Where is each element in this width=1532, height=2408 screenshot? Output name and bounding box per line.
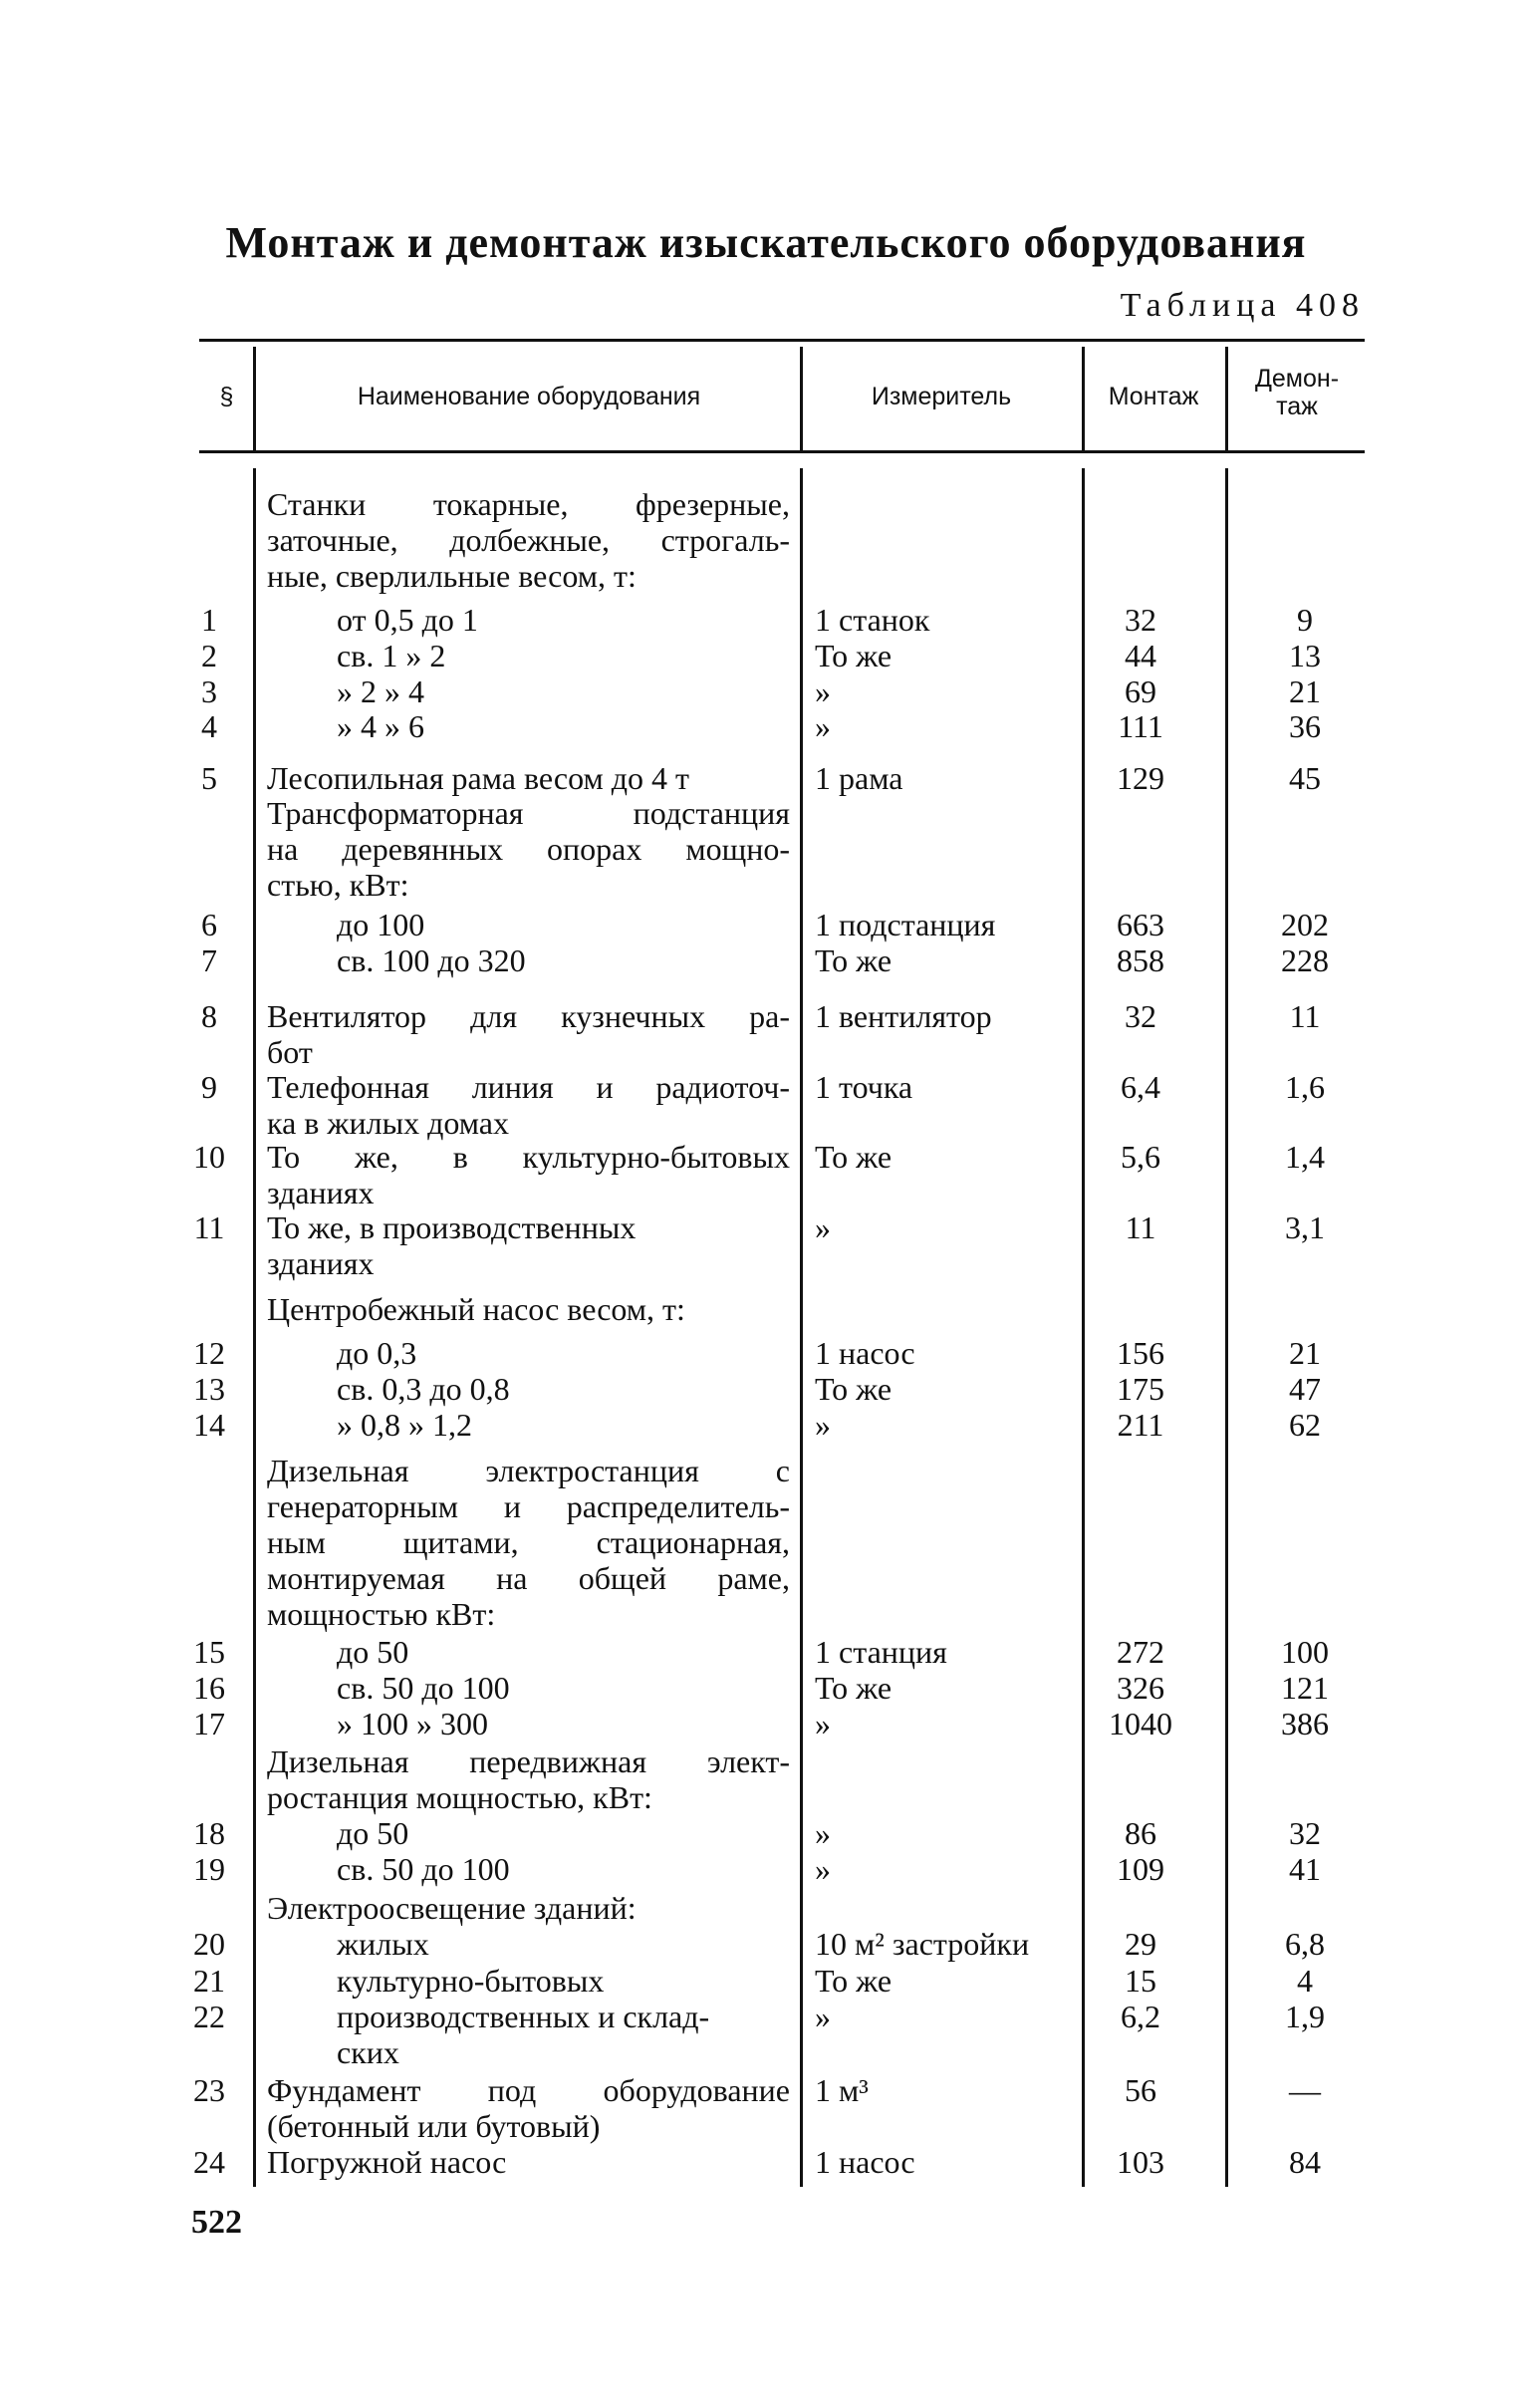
row-mount-value: 175 bbox=[1117, 1371, 1164, 1407]
row-number: 5 bbox=[201, 760, 217, 796]
row-number: 17 bbox=[193, 1706, 225, 1741]
row-number: 1 bbox=[201, 602, 217, 638]
table-label: Таблица 408 bbox=[1120, 287, 1365, 324]
row-mount-value: 56 bbox=[1125, 2072, 1156, 2108]
row-mount-value: 69 bbox=[1125, 673, 1156, 709]
row-mount-value: 15 bbox=[1125, 1963, 1156, 1999]
row-mount-value: 86 bbox=[1125, 1815, 1156, 1851]
row-dismount-value: — bbox=[1289, 2072, 1321, 2108]
row-unit: » bbox=[815, 1999, 831, 2034]
group-heading-line: Электроосвещение зданий: bbox=[267, 1890, 637, 1926]
row-name-line: То же, в культурно-бытовых bbox=[267, 1139, 790, 1175]
row-name-line: (бетонный или бутовый) bbox=[267, 2108, 601, 2144]
row-unit: » bbox=[815, 708, 831, 744]
row-dismount-value: 228 bbox=[1281, 942, 1329, 978]
row-number: 24 bbox=[193, 2144, 225, 2180]
row-number: 16 bbox=[193, 1670, 225, 1706]
row-name-line: Вентилятор для кузнечных ра- bbox=[267, 998, 790, 1034]
row-dismount-value: 36 bbox=[1289, 708, 1321, 744]
row-unit: » bbox=[815, 1815, 831, 1851]
row-unit: То же bbox=[815, 1670, 893, 1706]
column-divider bbox=[253, 468, 256, 2187]
row-unit: 1 вентилятор bbox=[815, 998, 992, 1034]
row-dismount-value: 11 bbox=[1289, 998, 1321, 1034]
row-name-line: до 100 bbox=[337, 907, 425, 942]
group-heading-line: ные, сверлильные весом, т: bbox=[267, 558, 637, 594]
row-name-line: Фундамент под оборудование bbox=[267, 2072, 790, 2108]
row-unit: 1 рама bbox=[815, 760, 903, 796]
row-mount-value: 32 bbox=[1125, 998, 1156, 1034]
page-title: Монтаж и демонтаж изыскательского оборудования bbox=[225, 218, 1307, 267]
row-unit: 1 станция bbox=[815, 1634, 947, 1670]
row-name-line: жилых bbox=[337, 1926, 429, 1962]
row-dismount-value: 386 bbox=[1281, 1706, 1329, 1741]
row-number: 14 bbox=[193, 1407, 225, 1443]
header-dismount-line2: таж bbox=[1276, 393, 1318, 420]
row-dismount-value: 45 bbox=[1289, 760, 1321, 796]
row-name-line: до 0,3 bbox=[337, 1335, 417, 1371]
row-unit: 1 станок bbox=[815, 602, 930, 638]
row-unit: 1 точка bbox=[815, 1069, 913, 1105]
group-heading-line: ростанция мощностью, кВт: bbox=[267, 1779, 652, 1815]
page-number: 522 bbox=[191, 2204, 242, 2241]
row-number: 18 bbox=[193, 1815, 225, 1851]
row-unit: » bbox=[815, 1407, 831, 1443]
row-mount-value: 663 bbox=[1117, 907, 1164, 942]
row-number: 23 bbox=[193, 2072, 225, 2108]
row-unit: » bbox=[815, 1851, 831, 1887]
header-section: § bbox=[219, 383, 234, 410]
row-mount-value: 109 bbox=[1117, 1851, 1164, 1887]
row-number: 21 bbox=[193, 1963, 225, 1999]
row-number: 4 bbox=[201, 708, 217, 744]
row-mount-value: 103 bbox=[1117, 2144, 1164, 2180]
row-number: 3 bbox=[201, 673, 217, 709]
row-name-line: производственных и склад- bbox=[337, 1999, 710, 2034]
row-name-line: св. 100 до 320 bbox=[337, 942, 526, 978]
group-heading-line: на деревянных опорах мощно- bbox=[267, 831, 790, 867]
row-mount-value: 326 bbox=[1117, 1670, 1164, 1706]
row-name-line: Лесопильная рама весом до 4 т bbox=[267, 760, 690, 796]
row-name-line: от 0,5 до 1 bbox=[337, 602, 478, 638]
row-mount-value: 858 bbox=[1117, 942, 1164, 978]
row-mount-value: 6,4 bbox=[1121, 1069, 1160, 1105]
row-mount-value: 111 bbox=[1118, 708, 1163, 744]
group-heading-line: Дизельная электростанция с bbox=[267, 1453, 790, 1488]
header-dismount bbox=[1227, 365, 1367, 420]
row-dismount-value: 4 bbox=[1297, 1963, 1313, 1999]
row-mount-value: 5,6 bbox=[1121, 1139, 1160, 1175]
row-name-line: зданиях bbox=[267, 1245, 375, 1281]
table-top-rule bbox=[199, 339, 1365, 342]
row-mount-value: 1040 bbox=[1109, 1706, 1172, 1741]
row-dismount-value: 32 bbox=[1289, 1815, 1321, 1851]
row-number: 7 bbox=[201, 942, 217, 978]
row-dismount-value: 47 bbox=[1289, 1371, 1321, 1407]
header-divider bbox=[253, 347, 256, 450]
header-divider bbox=[800, 347, 803, 450]
header-dismount-line1: Демон- bbox=[1254, 365, 1340, 393]
row-number: 10 bbox=[193, 1139, 225, 1175]
row-number: 9 bbox=[201, 1069, 217, 1105]
row-name-line: бот bbox=[267, 1034, 313, 1070]
row-number: 8 bbox=[201, 998, 217, 1034]
row-dismount-value: 1,4 bbox=[1285, 1139, 1325, 1175]
row-name-line: св. 1 » 2 bbox=[337, 638, 446, 673]
row-number: 20 bbox=[193, 1926, 225, 1962]
column-divider bbox=[1225, 468, 1228, 2187]
header-unit: Измеритель bbox=[871, 383, 1012, 410]
row-unit: » bbox=[815, 1209, 831, 1245]
row-name-line: Погружной насос bbox=[267, 2144, 507, 2180]
row-unit: 1 насос bbox=[815, 2144, 915, 2180]
group-heading-line: Дизельная передвижная элект- bbox=[267, 1743, 790, 1779]
row-number: 15 bbox=[193, 1634, 225, 1670]
row-dismount-value: 21 bbox=[1289, 1335, 1321, 1371]
group-heading-line: мощностью кВт: bbox=[267, 1596, 496, 1632]
row-mount-value: 156 bbox=[1117, 1335, 1164, 1371]
row-number: 19 bbox=[193, 1851, 225, 1887]
header-mount: Монтаж bbox=[1108, 383, 1199, 410]
row-name-line: св. 50 до 100 bbox=[337, 1670, 510, 1706]
row-unit: То же bbox=[815, 638, 893, 673]
group-heading-line: Станки токарные, фрезерные, bbox=[267, 486, 790, 522]
row-dismount-value: 41 bbox=[1289, 1851, 1321, 1887]
row-unit: То же bbox=[815, 1139, 893, 1175]
row-dismount-value: 6,8 bbox=[1285, 1926, 1325, 1962]
row-mount-value: 11 bbox=[1125, 1209, 1156, 1245]
row-name-line: ских bbox=[337, 2034, 399, 2070]
row-mount-value: 129 bbox=[1117, 760, 1164, 796]
row-dismount-value: 3,1 bbox=[1285, 1209, 1325, 1245]
group-heading-line: Центробежный насос весом, т: bbox=[267, 1291, 685, 1327]
row-name-line: » 4 » 6 bbox=[337, 708, 424, 744]
row-unit: 1 м³ bbox=[815, 2072, 869, 2108]
row-name-line: То же, в производственных bbox=[267, 1209, 637, 1245]
row-mount-value: 272 bbox=[1117, 1634, 1164, 1670]
row-number: 11 bbox=[193, 1209, 225, 1245]
row-name-line: до 50 bbox=[337, 1815, 409, 1851]
row-unit: » bbox=[815, 673, 831, 709]
row-name-line: » 0,8 » 1,2 bbox=[337, 1407, 472, 1443]
row-mount-value: 211 bbox=[1117, 1407, 1164, 1443]
header-divider bbox=[1082, 347, 1085, 450]
row-name-line: зданиях bbox=[267, 1175, 375, 1210]
row-number: 22 bbox=[193, 1999, 225, 2034]
row-dismount-value: 84 bbox=[1289, 2144, 1321, 2180]
row-number: 6 bbox=[201, 907, 217, 942]
group-heading-line: монтируемая на общей раме, bbox=[267, 1560, 790, 1596]
row-number: 13 bbox=[193, 1371, 225, 1407]
row-dismount-value: 13 bbox=[1289, 638, 1321, 673]
row-mount-value: 44 bbox=[1125, 638, 1156, 673]
row-name-line: » 100 » 300 bbox=[337, 1706, 488, 1741]
row-number: 2 bbox=[201, 638, 217, 673]
header-name: Наименование оборудования bbox=[357, 383, 701, 410]
row-mount-value: 6,2 bbox=[1121, 1999, 1160, 2034]
row-dismount-value: 121 bbox=[1281, 1670, 1329, 1706]
row-name-line: культурно-бытовых bbox=[337, 1963, 605, 1999]
row-unit: 1 насос bbox=[815, 1335, 915, 1371]
row-unit: То же bbox=[815, 1371, 893, 1407]
row-dismount-value: 1,6 bbox=[1285, 1069, 1325, 1105]
column-divider bbox=[1082, 468, 1085, 2187]
row-unit: То же bbox=[815, 942, 893, 978]
header-divider bbox=[1225, 347, 1228, 450]
row-mount-value: 29 bbox=[1125, 1926, 1156, 1962]
row-name-line: ка в жилых домах bbox=[267, 1105, 509, 1141]
row-unit: 10 м² застройки bbox=[815, 1926, 1030, 1962]
row-unit: То же bbox=[815, 1963, 893, 1999]
row-unit: » bbox=[815, 1706, 831, 1741]
row-name-line: до 50 bbox=[337, 1634, 409, 1670]
row-dismount-value: 21 bbox=[1289, 673, 1321, 709]
row-dismount-value: 202 bbox=[1281, 907, 1329, 942]
group-heading-line: Трансформаторная подстанция bbox=[267, 795, 790, 831]
row-name-line: св. 0,3 до 0,8 bbox=[337, 1371, 510, 1407]
group-heading-line: ным щитами, стационарная, bbox=[267, 1524, 790, 1560]
row-number: 12 bbox=[193, 1335, 225, 1371]
row-name-line: » 2 » 4 bbox=[337, 673, 424, 709]
row-unit: 1 подстанция bbox=[815, 907, 996, 942]
row-name-line: св. 50 до 100 bbox=[337, 1851, 510, 1887]
row-name-line: Телефонная линия и радиоточ- bbox=[267, 1069, 790, 1105]
row-dismount-value: 62 bbox=[1289, 1407, 1321, 1443]
row-dismount-value: 1,9 bbox=[1285, 1999, 1325, 2034]
group-heading-line: стью, кВт: bbox=[267, 867, 409, 903]
row-dismount-value: 100 bbox=[1281, 1634, 1329, 1670]
group-heading-line: генераторным и распределитель- bbox=[267, 1488, 790, 1524]
row-mount-value: 32 bbox=[1125, 602, 1156, 638]
group-heading-line: заточные, долбежные, строгаль- bbox=[267, 522, 790, 558]
row-dismount-value: 9 bbox=[1297, 602, 1313, 638]
header-bottom-rule bbox=[199, 450, 1365, 453]
